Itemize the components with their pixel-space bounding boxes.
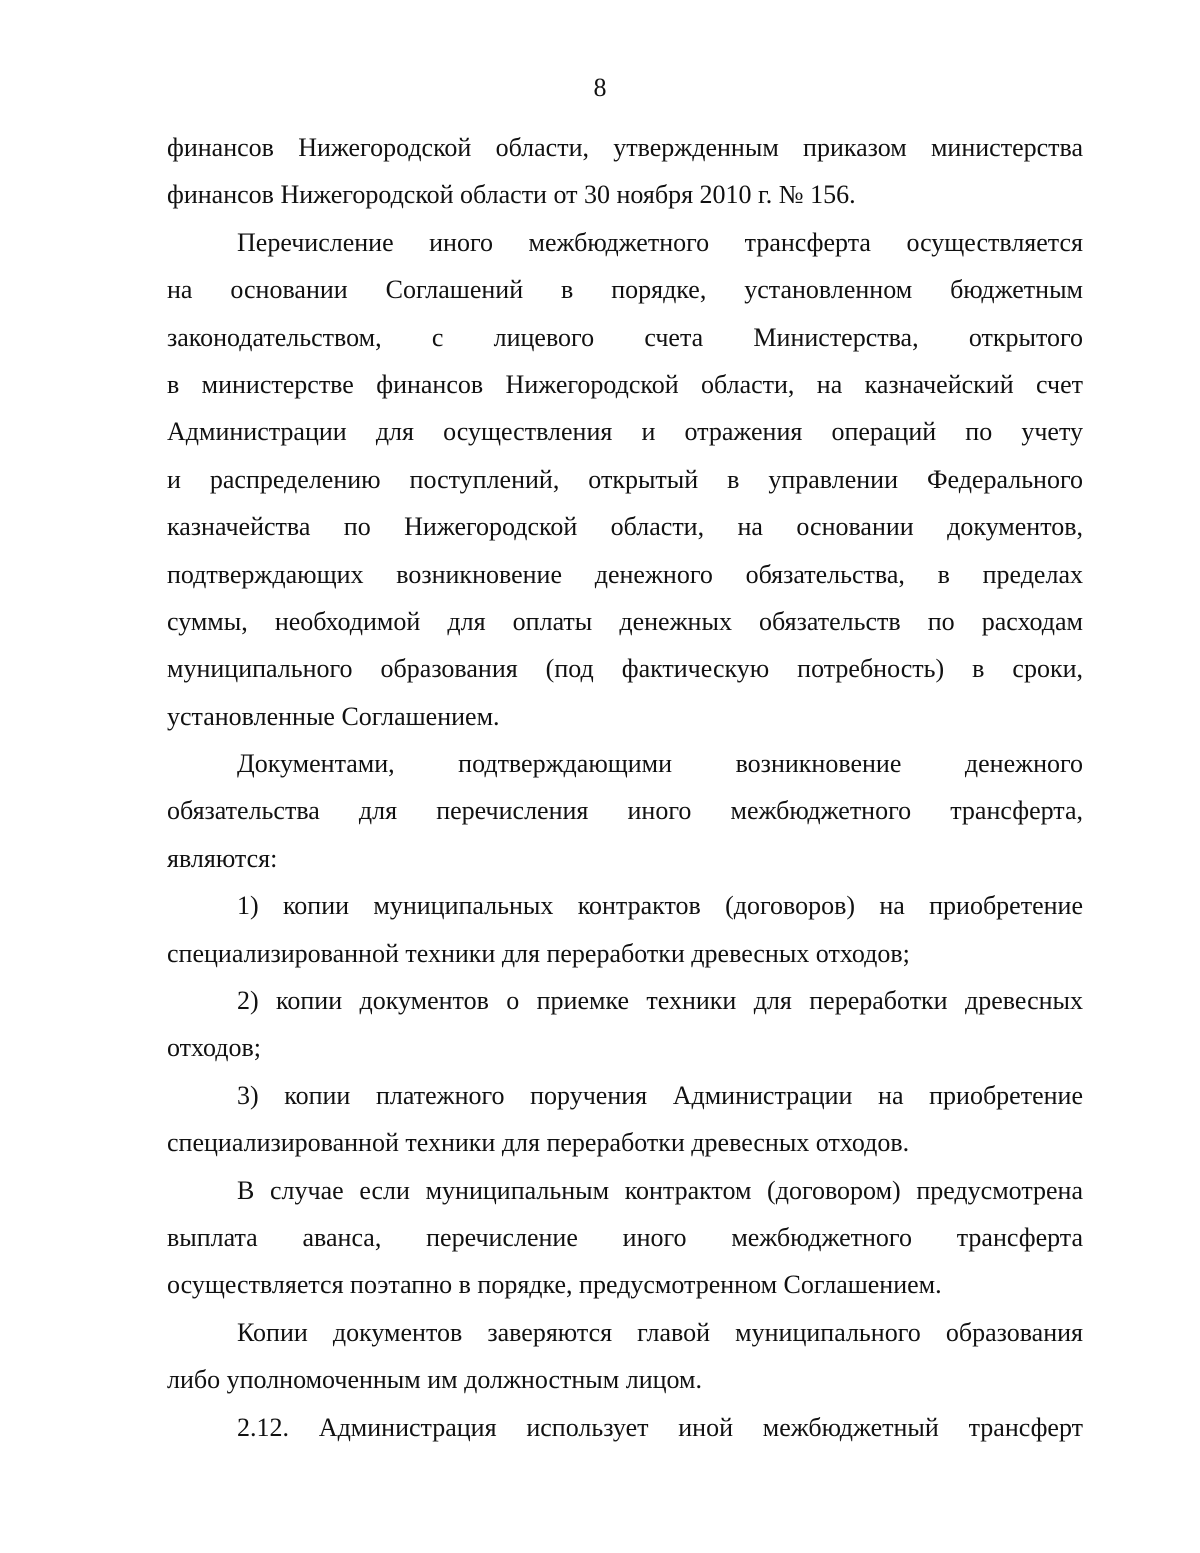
text-line: финансов Нижегородской области от 30 ноября 2010 г. № 156. bbox=[167, 180, 856, 210]
text-line: законодательством, с лицевого счета Министерства, открытого bbox=[167, 322, 1083, 352]
text-line: специализированной техники для переработки древесных отходов. bbox=[167, 1128, 910, 1158]
paragraph-first-line: Копии документов заверяются главой муниципального образования bbox=[237, 1317, 1083, 1347]
text-line: являются: bbox=[167, 843, 278, 873]
text-line: обязательства для перечисления иного межбюджетного трансферта, bbox=[167, 796, 1083, 826]
text-line: выплата аванса, перечисление иного межбюджетного трансферта bbox=[167, 1222, 1083, 1252]
text-line: казначейства по Нижегородской области, на основании документов, bbox=[167, 512, 1083, 542]
list-item-first-line: 3) копии платежного поручения Администрации на приобретение bbox=[237, 1080, 1083, 1110]
text-line: специализированной техники для переработки древесных отходов; bbox=[167, 938, 910, 968]
text-line: муниципального образования (под фактическую потребность) в сроки, bbox=[167, 654, 1083, 684]
list-item-first-line: 2) копии документов о приемке техники для переработки древесных bbox=[237, 986, 1083, 1016]
text-line: в министерстве финансов Нижегородской области, на казначейский счет bbox=[167, 369, 1083, 399]
list-item-first-line: 1) копии муниципальных контрактов (договоров) на приобретение bbox=[237, 891, 1083, 921]
text-line: суммы, необходимой для оплаты денежных обязательств по расходам bbox=[167, 606, 1083, 636]
text-line: отходов; bbox=[167, 1033, 262, 1063]
text-line: финансов Нижегородской области, утвержденным приказом министерства bbox=[167, 133, 1083, 162]
text-line: подтверждающих возникновение денежного обязательства, в пределах bbox=[167, 559, 1083, 589]
page-number: 8 bbox=[593, 73, 607, 102]
text-line: осуществляется поэтапно в порядке, предусмотренном Соглашением. bbox=[167, 1270, 942, 1300]
text-line: либо уполномоченным им должностным лицом. bbox=[167, 1365, 702, 1395]
paragraph-first-line: Документами, подтверждающими возникновение денежного bbox=[237, 749, 1083, 779]
text-line: установленные Соглашением. bbox=[167, 701, 500, 731]
paragraph-first-line: Перечисление иного межбюджетного трансферта осуществляется bbox=[237, 227, 1083, 257]
document-body bbox=[167, 124, 1083, 1451]
text-line: Администрации для осуществления и отражения операций по учету bbox=[167, 417, 1083, 447]
text-line: на основании Соглашений в порядке, установленном бюджетным bbox=[167, 275, 1083, 305]
paragraph-first-line: 2.12. Администрация использует иной межбюджетный трансферт bbox=[237, 1412, 1083, 1442]
text-line: и распределению поступлений, открытый в управлении Федерального bbox=[167, 464, 1083, 494]
paragraph-first-line: В случае если муниципальным контрактом (договором) предусмотрена bbox=[237, 1175, 1083, 1205]
